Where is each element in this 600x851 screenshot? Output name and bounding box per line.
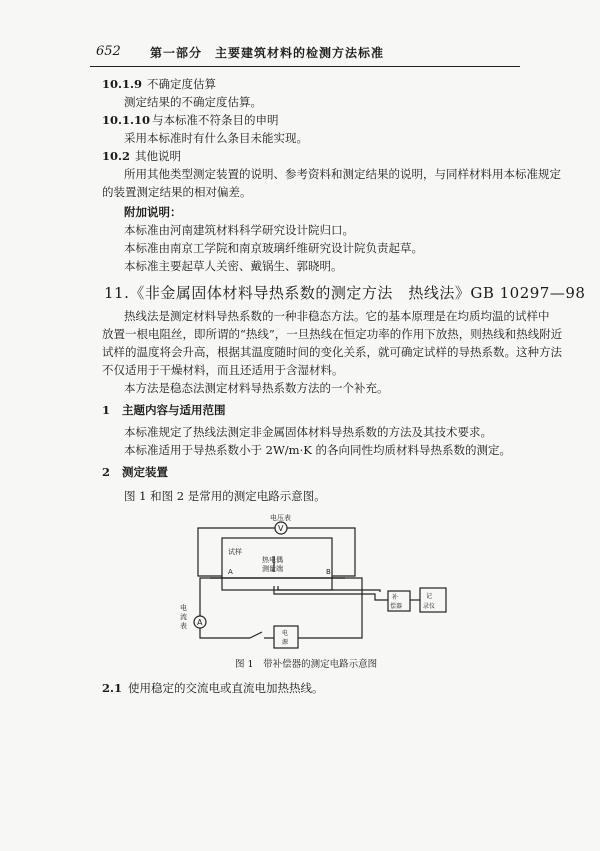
sec-10-1-9-body: 测定结果的不确定度估算。 <box>124 95 262 109</box>
sec-10-1-10-num: 10.1.10 <box>102 113 151 127</box>
ammeter-label: 电 <box>180 604 187 612</box>
sec-10-2-title: 其他说明 <box>135 149 181 163</box>
thermocouple-label: 测量端 <box>262 565 283 573</box>
point-a-label: A <box>228 568 233 576</box>
intro-line: 本方法是稳态法测定材料导热系数方法的一个补充。 <box>124 381 389 395</box>
header-rule <box>90 66 520 67</box>
sec-10-1-9-num: 10.1.9 <box>102 77 143 91</box>
sec-10-2-body-line2: 的装置测定结果的相对偏差。 <box>102 185 252 199</box>
voltmeter-symbol: V <box>278 524 284 533</box>
point-b-label: B <box>326 568 331 576</box>
intro-line: 试样的温度将会升高，根据其温度随时间的变化关系，就可确定试样的导热系数。这种方法 <box>102 345 562 359</box>
switch-icon <box>250 632 262 638</box>
sec1-num: 1 <box>102 403 111 417</box>
intro-line: 不仅适用于干燥材料，而且还适用于含湿材料。 <box>102 363 344 377</box>
sec2-1-num: 2.1 <box>102 681 123 695</box>
ammeter-symbol: A <box>197 618 203 627</box>
page-number: 652 <box>96 44 121 59</box>
sec1-line: 本标准规定了热线法测定非金属固体材料导热系数的方法及其技术要求。 <box>124 425 492 439</box>
power-source-label: 电 <box>282 630 289 637</box>
recorder-label: 录仪 <box>423 603 436 610</box>
sec1-line: 本标准适用于导热系数小于 2W/m·K 的各向同性均质材料导热系数的测定。 <box>124 443 511 457</box>
sample-label: 试样 <box>228 548 242 556</box>
sec-10-2-num: 10.2 <box>102 149 131 163</box>
ammeter-label: 表 <box>180 622 187 630</box>
appendix-line: 本标准由河南建筑材料科学研究设计院归口。 <box>124 223 354 237</box>
sec-10-1-9-title: 不确定度估算 <box>147 77 216 91</box>
sec2-num: 2 <box>102 465 111 479</box>
power-source-label: 源 <box>282 639 289 646</box>
voltmeter-label: 电压表 <box>270 514 291 522</box>
sec2-body: 图 1 和图 2 是常用的测定电路示意图。 <box>124 489 326 503</box>
compensator-label: 补 <box>392 594 399 601</box>
compensator-label: 偿器 <box>390 603 403 610</box>
sample-block <box>222 538 332 590</box>
chapter-title: 11.《非金属固体材料导热系数的测定方法 热线法》GB 10297—98 <box>104 284 586 302</box>
figure-caption: 图 1 带补偿器的测定电路示意图 <box>235 659 378 670</box>
ammeter-label: 流 <box>180 613 187 621</box>
sec2-1-body: 使用稳定的交流电或直流电加热热线。 <box>128 681 324 695</box>
appendix-title: 附加说明： <box>124 205 182 219</box>
thermocouple-label: 热电偶 <box>262 556 283 564</box>
running-title: 第一部分 主要建筑材料的检测方法标准 <box>150 46 385 60</box>
sec-10-1-10-body: 采用本标准时有什么条目未能实现。 <box>124 131 308 145</box>
sec1-title: 主题内容与适用范围 <box>122 403 226 417</box>
intro-line: 热线法是测定材料导热系数的一种非稳态方法。它的基本原理是在均质均温的试样中 <box>124 309 550 323</box>
sec-10-2-body-line1: 所用其他类型测定装置的说明、参考资料和测定结果的说明，与同样材料用本标准规定 <box>124 167 561 181</box>
recorder-label: 记 <box>426 593 433 600</box>
circuit-diagram <box>170 508 470 653</box>
appendix-line: 本标准主要起草人关密、戴锅生、郭晓明。 <box>124 259 343 273</box>
sec-10-1-10-title: 与本标准不符条目的申明 <box>152 113 279 127</box>
appendix-line: 本标准由南京工学院和南京玻璃纤维研究设计院负责起草。 <box>124 241 423 255</box>
intro-line: 放置一根电阻丝，即所谓的“热线”，一旦热线在恒定功率的作用下放热，则热线和热线附近 <box>102 327 563 341</box>
sec2-title: 测定装置 <box>122 465 168 479</box>
